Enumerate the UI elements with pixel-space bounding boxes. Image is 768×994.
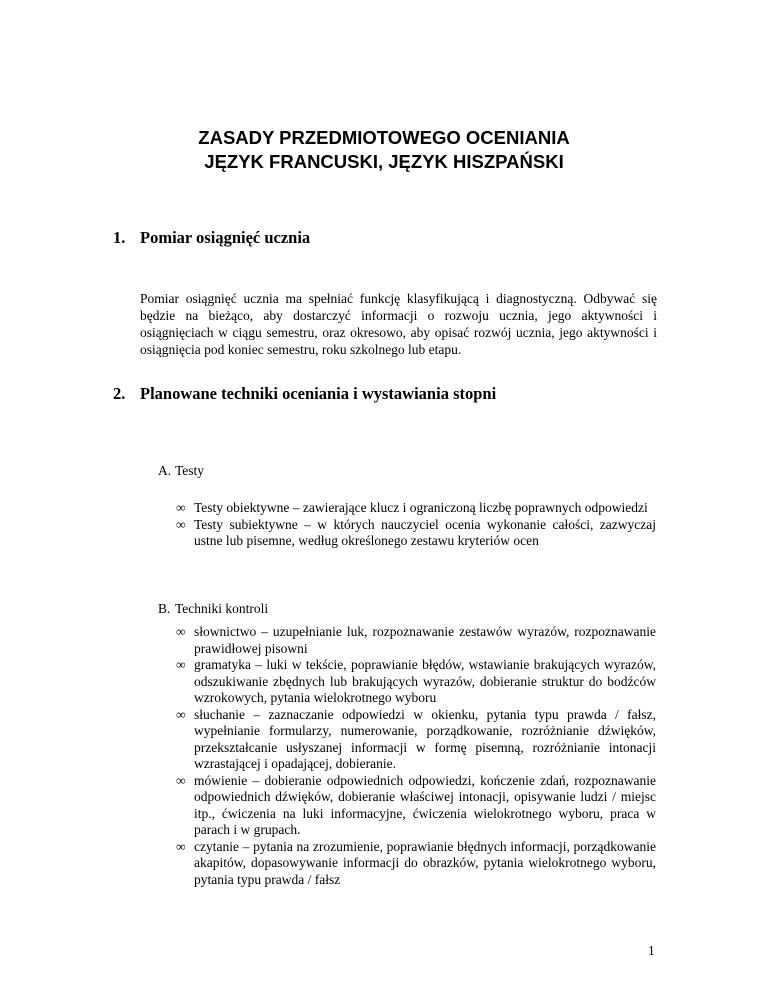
list-item [176, 624, 656, 657]
subsection-b-letter: B. [158, 601, 171, 616]
section-2-heading [113, 384, 496, 404]
list-item [176, 773, 656, 839]
list-item-text: gramatyka – luki w tekście, poprawianie błędów, wstawianie brakujących wyrazów, odszukiwanie zbędnych lub brakujących wyrazów, dobieranie struktur do bodźców wzrokowych, pytania wielokrotnego wyboru [194, 657, 656, 705]
document-title-line-2: JĘZYK FRANCUSKI, JĘZYK HISZPAŃSKI [204, 151, 564, 172]
subsection-a-title: Testy [175, 463, 205, 478]
bullet-icon: ∞ [176, 624, 186, 639]
control-techniques-list [176, 624, 656, 888]
list-item-text: czytanie – pytania na zrozumienie, poprawianie błędnych informacji, porządkowanie akapitów, dopasowywanie informacji do obrazków, pytania wielokrotnego wyboru, pytania typu prawda / fałsz [194, 838, 656, 887]
section-1-number: 1. [113, 228, 126, 247]
list-item [176, 657, 656, 707]
list-item-text: mówienie – dobieranie odpowiednich odpowiedzi, kończenie zdań, rozpoznawanie odpowiednich dźwięków, dobieranie właściwej intonacji, opisywanie ludzi / miejsc itp., ćwiczenia na luki informacyjne, ćwiczenia wielokrotnego wyboru, praca w parach i w grupach. [194, 772, 656, 837]
bullet-icon: ∞ [176, 772, 186, 788]
section-2-title: Planowane techniki oceniania i wystawiania stopni [140, 384, 497, 403]
bullet-icon: ∞ [176, 516, 186, 532]
section-1-heading [113, 228, 310, 248]
subsection-a-heading [158, 462, 204, 479]
bullet-icon: ∞ [176, 706, 186, 722]
subsection-a-letter: A. [158, 463, 172, 478]
bullet-icon: ∞ [176, 657, 186, 672]
section-1-title: Pomiar osiągnięć ucznia [140, 228, 311, 247]
bullet-icon: ∞ [176, 500, 186, 515]
page-number: 1 [648, 943, 655, 958]
list-item [176, 517, 656, 550]
list-item [176, 839, 656, 889]
section-2-number: 2. [113, 384, 126, 403]
document-title-line-1: ZASADY PRZEDMIOTOWEGO OCENIANIA [198, 127, 570, 148]
list-item-text: słownictwo – uzupełnianie luk, rozpoznawanie zestawów wyrazów, rozpoznawanie prawidłowej pisowni [194, 624, 656, 656]
subsection-b-title: Techniki kontroli [175, 601, 269, 616]
list-item [176, 707, 656, 773]
list-item [176, 500, 656, 517]
subsection-b-heading [158, 600, 268, 617]
list-item-text: słuchanie – zaznaczanie odpowiedzi w okienku, pytania typu prawda / fałsz, wypełnianie formularzy, numerowanie, porządkowanie, rozróżnianie dźwięków, przekształcanie usłyszanej informacji w formę pisemną, rozróżnianie intonacji wzrastającej i opadającej, dobieranie. [194, 706, 656, 771]
section-1-paragraph: Pomiar osiągnięć ucznia ma spełniać funkcję klasyfikującą i diagnostyczną. Odbywać się będzie na bieżąco, aby dostarczyć informacji o rozwoju ucznia, jego aktywności i osiągnięciach w ciągu semestru, oraz okresowo, aby opisać rozwój ucznia, jego aktywności i osiągnięcia pod koniec semestru, roku szkolnego lub etapu. [140, 291, 657, 357]
list-item-text: Testy subiektywne – w których nauczyciel ocenia wykonanie całości, zazwyczaj ustne lub pisemne, według określonego zestawu kryteriów ocen [194, 516, 656, 548]
bullet-icon: ∞ [176, 838, 186, 854]
list-item-text: Testy obiektywne – zawierające klucz i ograniczoną liczbę poprawnych odpowiedzi [194, 500, 648, 515]
tests-list [176, 500, 656, 550]
